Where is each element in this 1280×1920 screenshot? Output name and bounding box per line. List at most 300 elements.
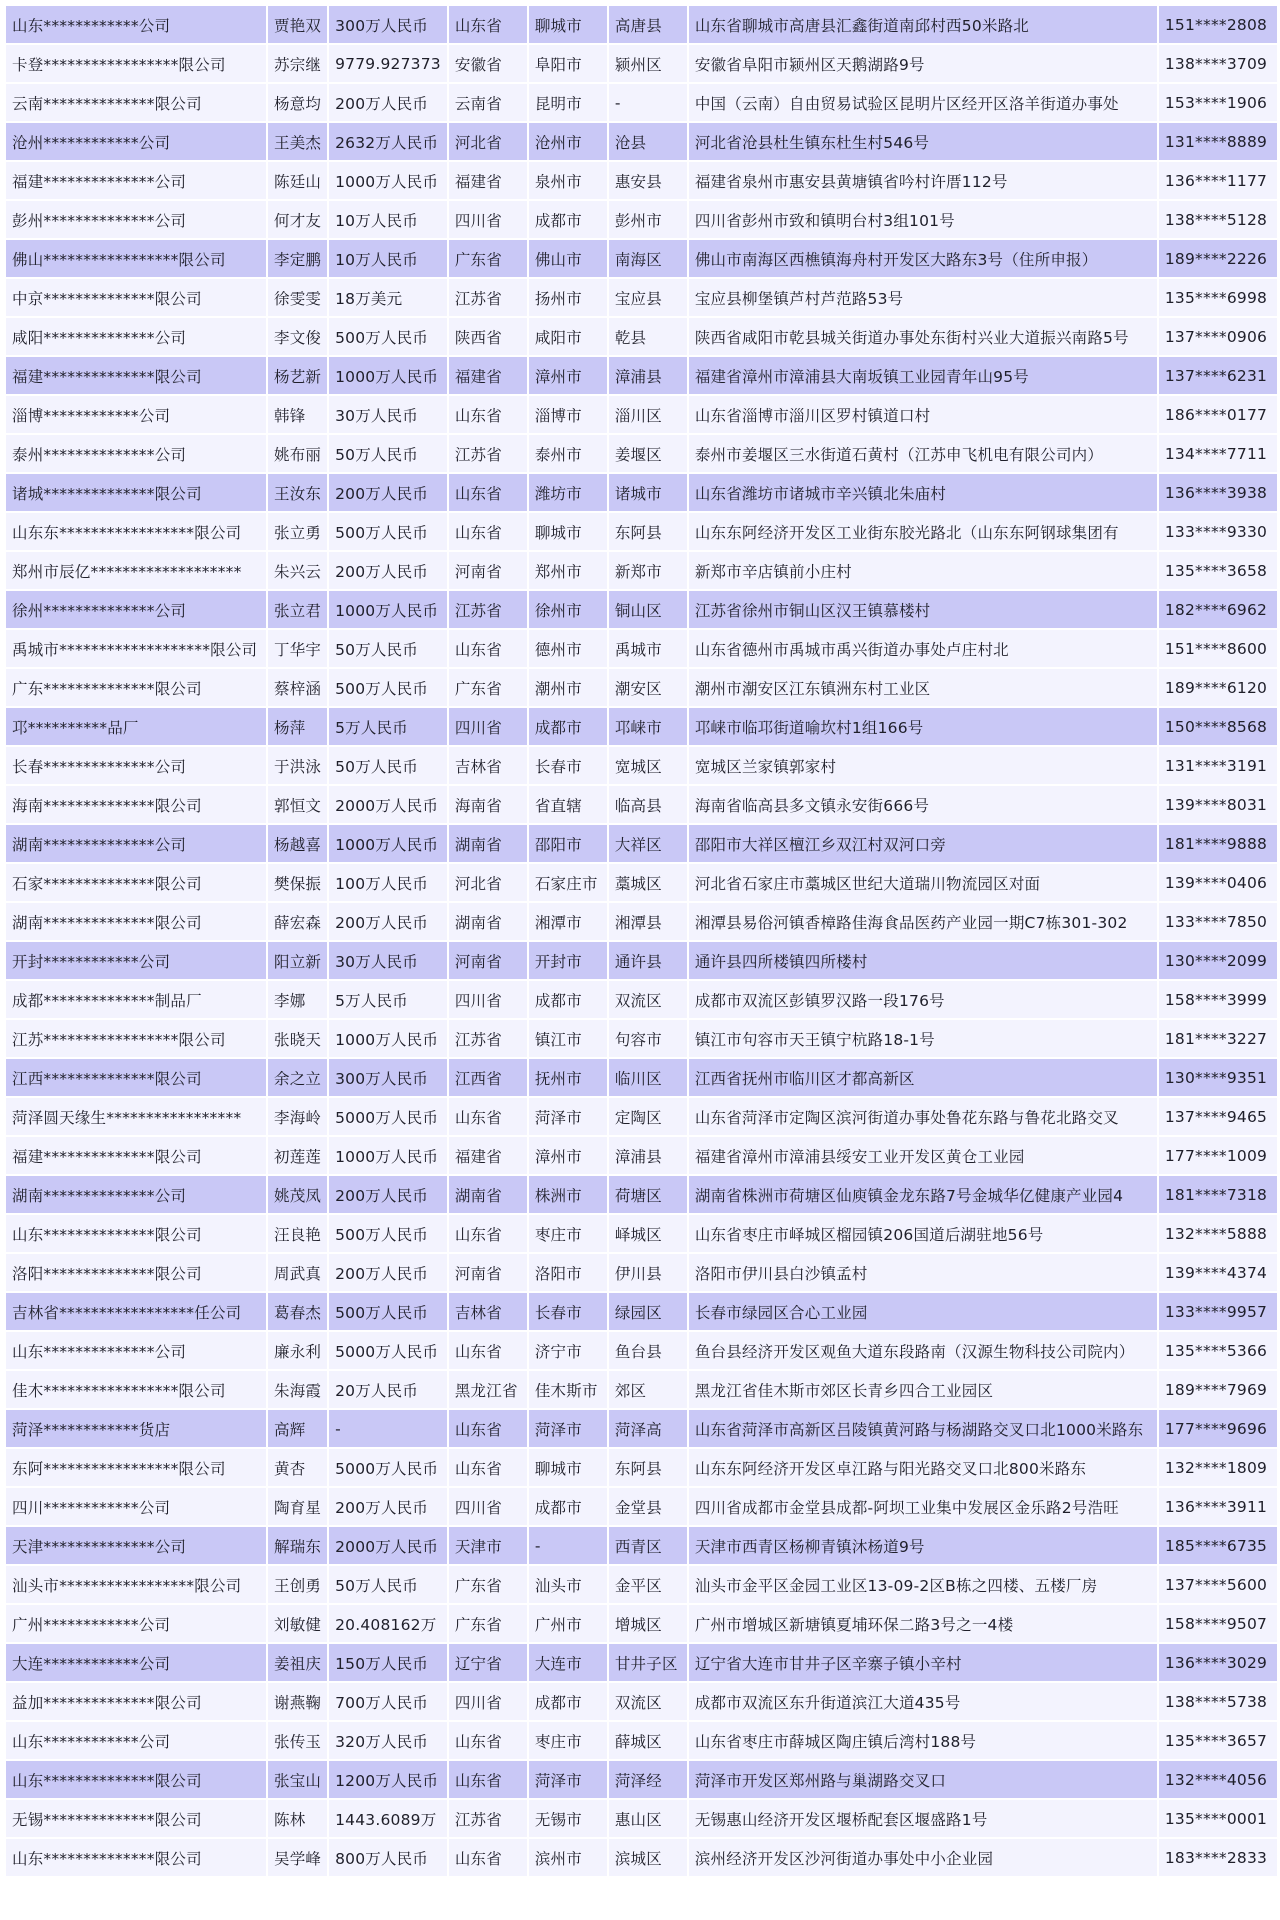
legal-rep-cell: 高辉 (267, 1409, 328, 1448)
city-cell: 聊城市 (528, 512, 608, 551)
company-name-cell: 湖南**************公司 (5, 824, 267, 863)
address-cell: 湘潭县易俗河镇香樟路佳海食品医药产业园一期C7栋301-302 (688, 902, 1158, 941)
phone-cell: 139****4374 (1158, 1253, 1278, 1292)
province-cell: 广东省 (448, 1565, 528, 1604)
legal-rep-cell: 黄杏 (267, 1448, 328, 1487)
address-cell: 宝应县柳堡镇芦村芦范路53号 (688, 278, 1158, 317)
address-cell: 海南省临高县多文镇永安街666号 (688, 785, 1158, 824)
province-cell: 山东省 (448, 395, 528, 434)
phone-cell: 136****3911 (1158, 1487, 1278, 1526)
company-name-cell: 海南**************限公司 (5, 785, 267, 824)
city-cell: 成都市 (528, 1487, 608, 1526)
registered-capital-cell: 200万人民币 (328, 1253, 448, 1292)
address-cell: 天津市西青区杨柳青镇沐杨道9号 (688, 1526, 1158, 1565)
district-cell: 金堂县 (608, 1487, 688, 1526)
address-cell: 泰州市姜堰区三水街道石黄村（江苏申飞机电有限公司内） (688, 434, 1158, 473)
district-cell: - (608, 83, 688, 122)
table-row (5, 902, 1278, 941)
address-cell: 山东省菏泽市高新区吕陵镇黄河路与杨湖路交叉口北1000米路东 (688, 1409, 1158, 1448)
phone-cell: 137****5600 (1158, 1565, 1278, 1604)
phone-cell: 131****8889 (1158, 122, 1278, 161)
company-name-cell: 无锡**************限公司 (5, 1799, 267, 1838)
registered-capital-cell: 1000万人民币 (328, 161, 448, 200)
phone-cell: 135****3658 (1158, 551, 1278, 590)
address-cell: 潮州市潮安区江东镇洲东村工业区 (688, 668, 1158, 707)
registered-capital-cell: 1000万人民币 (328, 824, 448, 863)
province-cell: 湖南省 (448, 902, 528, 941)
district-cell: 漳浦县 (608, 356, 688, 395)
registered-capital-cell: 10万人民币 (328, 200, 448, 239)
registered-capital-cell: 10万人民币 (328, 239, 448, 278)
province-cell: 广东省 (448, 1604, 528, 1643)
city-cell: 昆明市 (528, 83, 608, 122)
province-cell: 江苏省 (448, 1799, 528, 1838)
address-cell: 成都市双流区彭镇罗汉路一段176号 (688, 980, 1158, 1019)
province-cell: 四川省 (448, 1682, 528, 1721)
registered-capital-cell: 1000万人民币 (328, 590, 448, 629)
district-cell: 乾县 (608, 317, 688, 356)
district-cell: 双流区 (608, 980, 688, 1019)
registered-capital-cell: 150万人民币 (328, 1643, 448, 1682)
legal-rep-cell: 张宝山 (267, 1760, 328, 1799)
legal-rep-cell: 张立勇 (267, 512, 328, 551)
address-cell: 安徽省阜阳市颍州区天鹅湖路9号 (688, 44, 1158, 83)
company-name-cell: 天津**************公司 (5, 1526, 267, 1565)
legal-rep-cell: 解瑞东 (267, 1526, 328, 1565)
address-cell: 湖南省株洲市荷塘区仙庾镇金龙东路7号金城华亿健康产业园4 (688, 1175, 1158, 1214)
company-name-cell: 中京**************限公司 (5, 278, 267, 317)
table-row (5, 1682, 1278, 1721)
table-row (5, 1565, 1278, 1604)
district-cell: 郊区 (608, 1370, 688, 1409)
company-name-cell: 泰州**************公司 (5, 434, 267, 473)
registered-capital-cell: 5万人民币 (328, 980, 448, 1019)
company-name-cell: 福建**************限公司 (5, 356, 267, 395)
district-cell: 南海区 (608, 239, 688, 278)
province-cell: 河北省 (448, 863, 528, 902)
legal-rep-cell: 汪良艳 (267, 1214, 328, 1253)
table-row (5, 83, 1278, 122)
city-cell: 省直辖 (528, 785, 608, 824)
district-cell: 新郑市 (608, 551, 688, 590)
table-row (5, 317, 1278, 356)
phone-cell: 138****5128 (1158, 200, 1278, 239)
province-cell: 四川省 (448, 707, 528, 746)
province-cell: 云南省 (448, 83, 528, 122)
table-row (5, 707, 1278, 746)
address-cell: 菏泽市开发区郑州路与巢湖路交叉口 (688, 1760, 1158, 1799)
province-cell: 山东省 (448, 1331, 528, 1370)
city-cell: 汕头市 (528, 1565, 608, 1604)
legal-rep-cell: 周武真 (267, 1253, 328, 1292)
company-name-cell: 邛**********品厂 (5, 707, 267, 746)
province-cell: 河南省 (448, 1253, 528, 1292)
company-name-cell: 四川************公司 (5, 1487, 267, 1526)
registered-capital-cell: 2000万人民币 (328, 1526, 448, 1565)
company-name-cell: 成都**************制品厂 (5, 980, 267, 1019)
company-name-cell: 淄博************公司 (5, 395, 267, 434)
registered-capital-cell: 9779.927373 (328, 44, 448, 83)
city-cell: 无锡市 (528, 1799, 608, 1838)
legal-rep-cell: 丁华宇 (267, 629, 328, 668)
legal-rep-cell: 蔡梓涵 (267, 668, 328, 707)
table-row (5, 1643, 1278, 1682)
registered-capital-cell: 700万人民币 (328, 1682, 448, 1721)
phone-cell: 131****3191 (1158, 746, 1278, 785)
registered-capital-cell: 300万人民币 (328, 1058, 448, 1097)
company-name-cell: 山东**************公司 (5, 1331, 267, 1370)
company-name-cell: 沧州************公司 (5, 122, 267, 161)
province-cell: 河北省 (448, 122, 528, 161)
table-row (5, 1175, 1278, 1214)
city-cell: 株洲市 (528, 1175, 608, 1214)
address-cell: 邛崃市临邛街道喻坎村1组166号 (688, 707, 1158, 746)
phone-cell: 136****3029 (1158, 1643, 1278, 1682)
city-cell: 聊城市 (528, 1448, 608, 1487)
address-cell: 佛山市南海区西樵镇海舟村开发区大路东3号（住所申报） (688, 239, 1158, 278)
registered-capital-cell: 800万人民币 (328, 1838, 448, 1877)
address-cell: 新郑市辛店镇前小庄村 (688, 551, 1158, 590)
company-name-cell: 福建**************公司 (5, 161, 267, 200)
city-cell: 成都市 (528, 200, 608, 239)
company-name-cell: 长春**************公司 (5, 746, 267, 785)
district-cell: 禹城市 (608, 629, 688, 668)
legal-rep-cell: 张晓天 (267, 1019, 328, 1058)
table-row (5, 434, 1278, 473)
address-cell: 四川省彭州市致和镇明台村3组101号 (688, 200, 1158, 239)
phone-cell: 153****1906 (1158, 83, 1278, 122)
district-cell: 句容市 (608, 1019, 688, 1058)
company-name-cell: 石家**************限公司 (5, 863, 267, 902)
company-name-cell: 山东************公司 (5, 1721, 267, 1760)
province-cell: 山东省 (448, 1097, 528, 1136)
address-cell: 宽城区兰家镇郭家村 (688, 746, 1158, 785)
registered-capital-cell: 500万人民币 (328, 1214, 448, 1253)
city-cell: 德州市 (528, 629, 608, 668)
phone-cell: 133****7850 (1158, 902, 1278, 941)
city-cell: 成都市 (528, 980, 608, 1019)
phone-cell: 138****3709 (1158, 44, 1278, 83)
province-cell: 福建省 (448, 1136, 528, 1175)
district-cell: 颍州区 (608, 44, 688, 83)
district-cell: 惠山区 (608, 1799, 688, 1838)
phone-cell: 132****5888 (1158, 1214, 1278, 1253)
table-row (5, 551, 1278, 590)
registered-capital-cell: 200万人民币 (328, 473, 448, 512)
registered-capital-cell: 2000万人民币 (328, 785, 448, 824)
registered-capital-cell: 5000万人民币 (328, 1331, 448, 1370)
registered-capital-cell: 5万人民币 (328, 707, 448, 746)
phone-cell: 139****0406 (1158, 863, 1278, 902)
address-cell: 山东省枣庄市薛城区陶庄镇后湾村188号 (688, 1721, 1158, 1760)
table-row (5, 1097, 1278, 1136)
table-row (5, 1136, 1278, 1175)
district-cell: 诸城市 (608, 473, 688, 512)
table-row (5, 941, 1278, 980)
district-cell: 鱼台县 (608, 1331, 688, 1370)
company-name-cell: 广州************公司 (5, 1604, 267, 1643)
phone-cell: 189****7969 (1158, 1370, 1278, 1409)
company-table (4, 4, 1279, 1878)
company-name-cell: 卡登*****************限公司 (5, 44, 267, 83)
registered-capital-cell: 18万美元 (328, 278, 448, 317)
legal-rep-cell: 余之立 (267, 1058, 328, 1097)
district-cell: 姜堰区 (608, 434, 688, 473)
city-cell: 邵阳市 (528, 824, 608, 863)
company-name-cell: 禹城市*******************限公司 (5, 629, 267, 668)
registered-capital-cell: 30万人民币 (328, 395, 448, 434)
district-cell: 峄城区 (608, 1214, 688, 1253)
address-cell: 江苏省徐州市铜山区汉王镇慕楼村 (688, 590, 1158, 629)
phone-cell: 132****4056 (1158, 1760, 1278, 1799)
table-row (5, 278, 1278, 317)
district-cell: 双流区 (608, 1682, 688, 1721)
registered-capital-cell: 50万人民币 (328, 434, 448, 473)
city-cell: 菏泽市 (528, 1097, 608, 1136)
address-cell: 成都市双流区东升街道滨江大道435号 (688, 1682, 1158, 1721)
province-cell: 天津市 (448, 1526, 528, 1565)
table-row (5, 746, 1278, 785)
district-cell: 高唐县 (608, 5, 688, 44)
table-row (5, 44, 1278, 83)
table-row (5, 1799, 1278, 1838)
table-row (5, 473, 1278, 512)
table-row (5, 1604, 1278, 1643)
city-cell: 镇江市 (528, 1019, 608, 1058)
phone-cell: 177****9696 (1158, 1409, 1278, 1448)
phone-cell: 134****7711 (1158, 434, 1278, 473)
table-row (5, 1253, 1278, 1292)
city-cell: 石家庄市 (528, 863, 608, 902)
city-cell: 开封市 (528, 941, 608, 980)
table-row (5, 395, 1278, 434)
phone-cell: 135****5366 (1158, 1331, 1278, 1370)
table-row (5, 1760, 1278, 1799)
city-cell: 湘潭市 (528, 902, 608, 941)
legal-rep-cell: 于洪泳 (267, 746, 328, 785)
district-cell: 铜山区 (608, 590, 688, 629)
registered-capital-cell: 500万人民币 (328, 668, 448, 707)
city-cell: 潮州市 (528, 668, 608, 707)
province-cell: 吉林省 (448, 1292, 528, 1331)
table-row (5, 1292, 1278, 1331)
legal-rep-cell: 谢燕鞠 (267, 1682, 328, 1721)
table-row (5, 1019, 1278, 1058)
legal-rep-cell: 刘敏健 (267, 1604, 328, 1643)
district-cell: 滨城区 (608, 1838, 688, 1877)
phone-cell: 130****2099 (1158, 941, 1278, 980)
city-cell: 徐州市 (528, 590, 608, 629)
table-row (5, 785, 1278, 824)
company-name-cell: 福建**************限公司 (5, 1136, 267, 1175)
legal-rep-cell: 阳立新 (267, 941, 328, 980)
legal-rep-cell: 初莲莲 (267, 1136, 328, 1175)
phone-cell: 133****9957 (1158, 1292, 1278, 1331)
district-cell: 西青区 (608, 1526, 688, 1565)
phone-cell: 158****3999 (1158, 980, 1278, 1019)
address-cell: 通许县四所楼镇四所楼村 (688, 941, 1158, 980)
province-cell: 福建省 (448, 161, 528, 200)
registered-capital-cell: 5000万人民币 (328, 1097, 448, 1136)
city-cell: 大连市 (528, 1643, 608, 1682)
legal-rep-cell: 张立君 (267, 590, 328, 629)
legal-rep-cell: 李文俊 (267, 317, 328, 356)
city-cell: 抚州市 (528, 1058, 608, 1097)
table-row (5, 512, 1278, 551)
province-cell: 安徽省 (448, 44, 528, 83)
company-name-cell: 湖南**************限公司 (5, 902, 267, 941)
phone-cell: 138****5738 (1158, 1682, 1278, 1721)
province-cell: 山东省 (448, 1409, 528, 1448)
legal-rep-cell: 陈林 (267, 1799, 328, 1838)
company-name-cell: 湖南**************公司 (5, 1175, 267, 1214)
district-cell: 菏泽经 (608, 1760, 688, 1799)
city-cell: 泉州市 (528, 161, 608, 200)
table-row (5, 239, 1278, 278)
province-cell: 山东省 (448, 1448, 528, 1487)
registered-capital-cell: 500万人民币 (328, 317, 448, 356)
legal-rep-cell: 杨越喜 (267, 824, 328, 863)
city-cell: 漳州市 (528, 356, 608, 395)
table-row (5, 1487, 1278, 1526)
city-cell: 咸阳市 (528, 317, 608, 356)
address-cell: 福建省泉州市惠安县黄塘镇省吟村许厝112号 (688, 161, 1158, 200)
address-cell: 四川省成都市金堂县成都-阿坝工业集中发展区金乐路2号浩旺 (688, 1487, 1158, 1526)
province-cell: 吉林省 (448, 746, 528, 785)
table-row (5, 668, 1278, 707)
phone-cell: 132****1809 (1158, 1448, 1278, 1487)
province-cell: 海南省 (448, 785, 528, 824)
district-cell: 彭州市 (608, 200, 688, 239)
company-name-cell: 菏泽圆天缘生***************** (5, 1097, 267, 1136)
phone-cell: 137****0906 (1158, 317, 1278, 356)
registered-capital-cell: 200万人民币 (328, 551, 448, 590)
registered-capital-cell: 50万人民币 (328, 629, 448, 668)
address-cell: 山东省淄博市淄川区罗村镇道口村 (688, 395, 1158, 434)
province-cell: 江苏省 (448, 434, 528, 473)
address-cell: 山东东阿经济开发区卓江路与阳光路交叉口北800米路东 (688, 1448, 1158, 1487)
province-cell: 河南省 (448, 551, 528, 590)
province-cell: 江西省 (448, 1058, 528, 1097)
phone-cell: 189****6120 (1158, 668, 1278, 707)
province-cell: 陕西省 (448, 317, 528, 356)
company-name-cell: 江苏*****************限公司 (5, 1019, 267, 1058)
legal-rep-cell: 杨艺新 (267, 356, 328, 395)
phone-cell: 177****1009 (1158, 1136, 1278, 1175)
city-cell: 扬州市 (528, 278, 608, 317)
company-name-cell: 佳木*****************限公司 (5, 1370, 267, 1409)
province-cell: 四川省 (448, 200, 528, 239)
legal-rep-cell: 李海岭 (267, 1097, 328, 1136)
district-cell: 伊川县 (608, 1253, 688, 1292)
company-name-cell: 山东************公司 (5, 5, 267, 44)
table-row (5, 629, 1278, 668)
phone-cell: 135****6998 (1158, 278, 1278, 317)
legal-rep-cell: 姜祖庆 (267, 1643, 328, 1682)
city-cell: 枣庄市 (528, 1721, 608, 1760)
legal-rep-cell: 何才友 (267, 200, 328, 239)
province-cell: 江苏省 (448, 1019, 528, 1058)
district-cell: 邛崃市 (608, 707, 688, 746)
legal-rep-cell: 杨意均 (267, 83, 328, 122)
legal-rep-cell: 陶育星 (267, 1487, 328, 1526)
address-cell: 河北省沧县杜生镇东杜生村546号 (688, 122, 1158, 161)
address-cell: 山东省聊城市高唐县汇鑫街道南邱村西50米路北 (688, 5, 1158, 44)
table-row (5, 1214, 1278, 1253)
company-name-cell: 吉林省*****************任公司 (5, 1292, 267, 1331)
address-cell: 山东省潍坊市诸城市辛兴镇北朱庙村 (688, 473, 1158, 512)
registered-capital-cell: 1000万人民币 (328, 1136, 448, 1175)
company-name-cell: 佛山*****************限公司 (5, 239, 267, 278)
registered-capital-cell: 1443.6089万 (328, 1799, 448, 1838)
company-name-cell: 江西**************限公司 (5, 1058, 267, 1097)
table-row (5, 161, 1278, 200)
registered-capital-cell: 300万人民币 (328, 5, 448, 44)
city-cell: 聊城市 (528, 5, 608, 44)
phone-cell: 136****3938 (1158, 473, 1278, 512)
legal-rep-cell: 王汝东 (267, 473, 328, 512)
address-cell: 辽宁省大连市甘井子区辛寨子镇小辛村 (688, 1643, 1158, 1682)
company-name-cell: 广东**************限公司 (5, 668, 267, 707)
phone-cell: 189****2226 (1158, 239, 1278, 278)
province-cell: 四川省 (448, 980, 528, 1019)
legal-rep-cell: 姚茂凤 (267, 1175, 328, 1214)
company-name-cell: 彭州**************公司 (5, 200, 267, 239)
city-cell: 长春市 (528, 746, 608, 785)
table-row (5, 1370, 1278, 1409)
registered-capital-cell: 200万人民币 (328, 1487, 448, 1526)
province-cell: 江苏省 (448, 590, 528, 629)
registered-capital-cell: 20万人民币 (328, 1370, 448, 1409)
company-name-cell: 郑州市辰亿******************* (5, 551, 267, 590)
company-name-cell: 汕头市*****************限公司 (5, 1565, 267, 1604)
city-cell: 菏泽市 (528, 1760, 608, 1799)
city-cell: - (528, 1526, 608, 1565)
city-cell: 沧州市 (528, 122, 608, 161)
registered-capital-cell: 500万人民币 (328, 512, 448, 551)
registered-capital-cell: 30万人民币 (328, 941, 448, 980)
legal-rep-cell: 吴学峰 (267, 1838, 328, 1877)
legal-rep-cell: 贾艳双 (267, 5, 328, 44)
phone-cell: 137****6231 (1158, 356, 1278, 395)
district-cell: 东阿县 (608, 1448, 688, 1487)
address-cell: 广州市增城区新塘镇夏埔环保二路3号之一4楼 (688, 1604, 1158, 1643)
province-cell: 黑龙江省 (448, 1370, 528, 1409)
district-cell: 宽城区 (608, 746, 688, 785)
address-cell: 无锡惠山经济开发区堰桥配套区堰盛路1号 (688, 1799, 1158, 1838)
registered-capital-cell: 5000万人民币 (328, 1448, 448, 1487)
legal-rep-cell: 郭恒文 (267, 785, 328, 824)
registered-capital-cell: 100万人民币 (328, 863, 448, 902)
registered-capital-cell: 20.408162万 (328, 1604, 448, 1643)
company-name-cell: 菏泽************货店 (5, 1409, 267, 1448)
province-cell: 山东省 (448, 1838, 528, 1877)
table-row (5, 356, 1278, 395)
city-cell: 滨州市 (528, 1838, 608, 1877)
registered-capital-cell: 50万人民币 (328, 746, 448, 785)
registered-capital-cell: 320万人民币 (328, 1721, 448, 1760)
address-cell: 洛阳市伊川县白沙镇孟村 (688, 1253, 1158, 1292)
city-cell: 长春市 (528, 1292, 608, 1331)
province-cell: 山东省 (448, 1760, 528, 1799)
province-cell: 山东省 (448, 629, 528, 668)
province-cell: 福建省 (448, 356, 528, 395)
address-cell: 福建省漳州市漳浦县绥安工业开发区黄仓工业园 (688, 1136, 1158, 1175)
company-name-cell: 咸阳**************公司 (5, 317, 267, 356)
table-row (5, 1409, 1278, 1448)
city-cell: 菏泽市 (528, 1409, 608, 1448)
company-name-cell: 山东东*****************限公司 (5, 512, 267, 551)
